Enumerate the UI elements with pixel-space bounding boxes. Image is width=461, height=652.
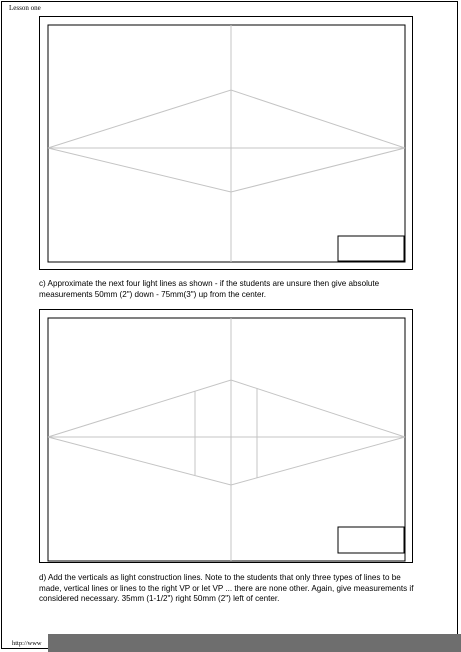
upper-construction-lines [48, 90, 405, 148]
title-block [338, 527, 404, 553]
title-block [338, 236, 404, 261]
figure-2-svg [40, 310, 414, 564]
footer-bar [48, 634, 461, 652]
drawing-frame [48, 318, 405, 561]
upper-construction-lines [48, 380, 405, 437]
page-header: Lesson one [9, 4, 41, 12]
caption-c: c) Approximate the next four light lines as shown - if the students are unsure then give absolute measurements 50mm (2") down - 75mm(3") up from the center. [39, 279, 380, 299]
caption-d: d) Add the verticals as light construction lines. Note to the students that only three types of lines to be made, vertical lines or lines to the right VP or let VP ... there are none other. Again, give measurements if considered necessary. 35mm (1-1/2") right 50mm (2") left of center. [39, 573, 414, 603]
drawing-frame [48, 25, 405, 262]
lower-construction-lines [48, 437, 405, 485]
drawing-figure-1 [39, 16, 413, 270]
drawing-figure-2 [39, 309, 413, 563]
figure-1-svg [40, 17, 414, 271]
footer-url[interactable]: http://www [12, 640, 42, 647]
lower-construction-lines [48, 148, 405, 192]
